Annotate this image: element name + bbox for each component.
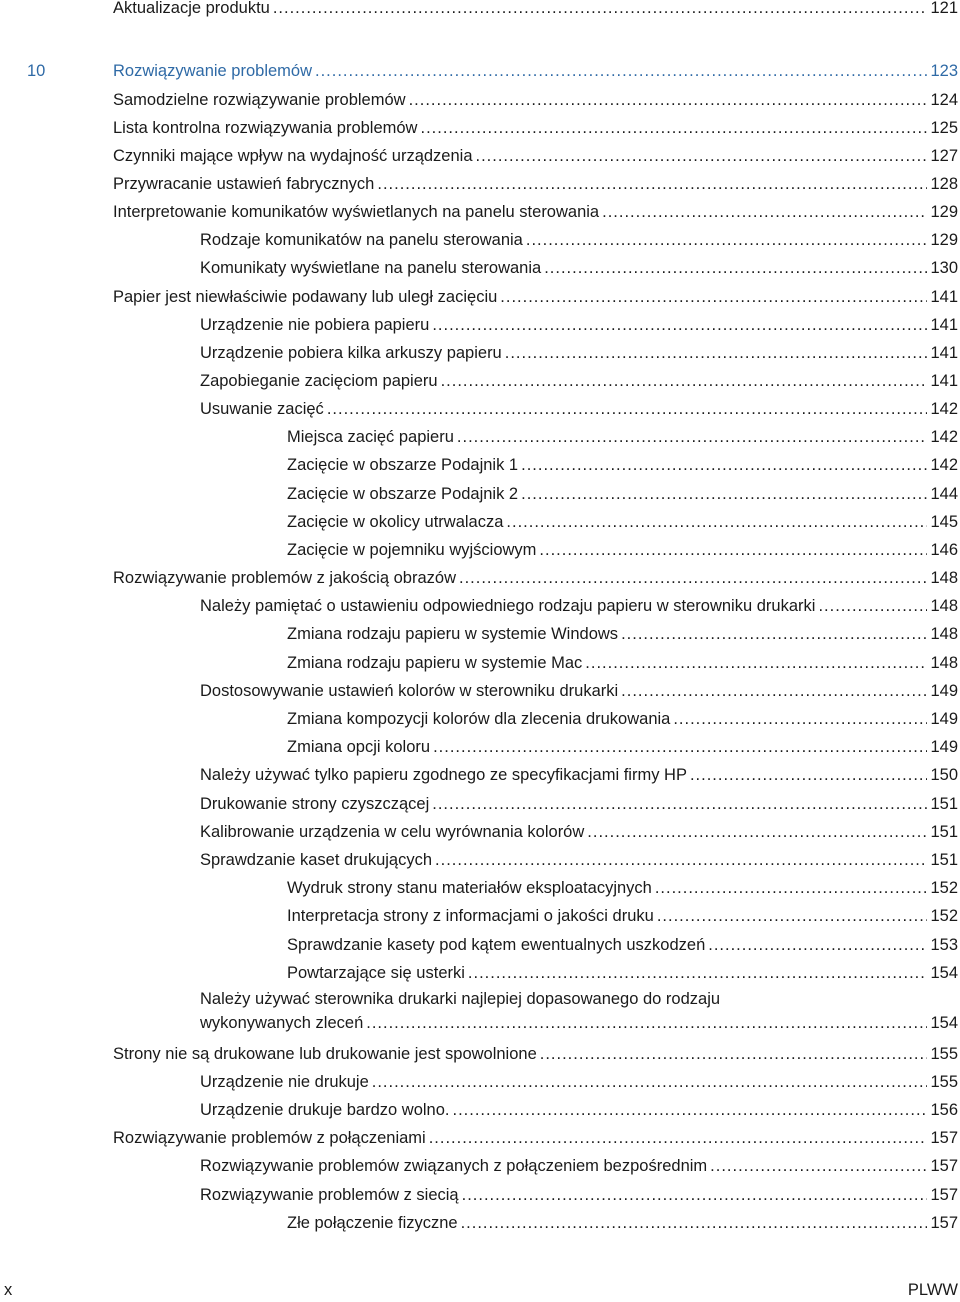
toc-entry[interactable] — [200, 987, 958, 1035]
dot-leader — [505, 339, 928, 367]
dot-leader — [587, 818, 927, 846]
toc-entry[interactable] — [287, 451, 958, 479]
toc-page-number: 151 — [930, 795, 958, 813]
dot-leader — [602, 198, 927, 226]
toc-page-number: 144 — [930, 485, 958, 503]
toc-entry-title: Lista kontrolna rozwiązywania problemów — [113, 119, 418, 137]
toc-entry-title: Rozwiązywanie problemów z siecią — [200, 1186, 459, 1204]
toc-entry-title: Zacięcie w obszarze Podajnik 1 — [287, 456, 519, 474]
toc-entry-title: Urządzenie drukuje bardzo wolno. — [200, 1101, 450, 1119]
toc-page-number: 154 — [930, 964, 958, 982]
toc-entry[interactable] — [200, 1096, 958, 1124]
dot-leader — [420, 114, 927, 142]
toc-page-number: 142 — [930, 400, 958, 418]
toc-entry[interactable] — [113, 1124, 958, 1152]
toc-page-number: 157 — [930, 1214, 958, 1232]
toc-entry[interactable] — [287, 931, 958, 959]
toc-page-number: 157 — [930, 1129, 958, 1147]
toc-page-number: 148 — [930, 569, 958, 587]
toc-page-number: 142 — [930, 456, 958, 474]
dot-leader — [409, 86, 928, 114]
toc-entry-title: Wydruk strony stanu materiałów eksploatacyjnych — [287, 879, 652, 897]
toc-page-number: 141 — [930, 344, 958, 362]
toc-entry[interactable] — [113, 564, 958, 592]
toc-page-number: 150 — [930, 766, 958, 784]
toc-entry[interactable] — [200, 592, 958, 620]
toc-page-number: 149 — [930, 710, 958, 728]
toc-entry-title: Rozwiązywanie problemów z połączeniami — [113, 1129, 426, 1147]
toc-entry[interactable] — [200, 1068, 958, 1096]
toc-page-number: 141 — [930, 372, 958, 390]
dot-leader — [540, 1040, 928, 1068]
toc-entry-title: Zacięcie w obszarze Podajnik 2 — [287, 485, 519, 503]
dot-leader — [372, 1068, 928, 1096]
toc-entry[interactable] — [113, 170, 958, 198]
toc-entry-title: Powtarzające się usterki — [287, 964, 465, 982]
toc-entry[interactable] — [287, 733, 958, 761]
toc-entry[interactable] — [200, 339, 958, 367]
dot-leader — [452, 1096, 927, 1124]
toc-entry[interactable] — [200, 395, 958, 423]
toc-page-number: 146 — [930, 541, 958, 559]
toc-entry[interactable] — [113, 283, 958, 311]
toc-page-number: 121 — [930, 0, 958, 17]
dot-leader — [435, 846, 927, 874]
toc-entry[interactable] — [200, 677, 958, 705]
dot-leader — [521, 451, 927, 479]
toc-entry[interactable] — [287, 902, 958, 930]
dot-leader — [468, 959, 928, 987]
dot-leader — [441, 367, 928, 395]
toc-entry[interactable] — [113, 86, 958, 114]
toc-entry[interactable] — [113, 0, 958, 22]
dot-leader — [476, 142, 928, 170]
toc-entry[interactable] — [287, 536, 958, 564]
toc-entry-title: Samodzielne rozwiązywanie problemów — [113, 91, 406, 109]
toc-entry-title: Urządzenie pobiera kilka arkuszy papieru — [200, 344, 502, 362]
toc-page-number: 152 — [930, 907, 958, 925]
toc-entry-title: Komunikaty wyświetlane na panelu sterowania — [200, 259, 542, 277]
dot-leader — [506, 508, 927, 536]
toc-page-number: 145 — [930, 513, 958, 531]
toc-entry[interactable] — [287, 705, 958, 733]
dot-leader — [655, 874, 928, 902]
dot-leader — [500, 283, 927, 311]
dot-leader — [377, 170, 927, 198]
toc-entry[interactable] — [287, 874, 958, 902]
toc-entry-title: Sprawdzanie kasety pod kątem ewentualnych uszkodzeń — [287, 936, 706, 954]
toc-page-number: 155 — [930, 1045, 958, 1063]
dot-leader — [539, 536, 927, 564]
toc-entry[interactable] — [287, 649, 958, 677]
toc-page-number: 148 — [930, 597, 958, 615]
dot-leader — [708, 931, 927, 959]
toc-entry-title: Zmiana rodzaju papieru w systemie Windows — [287, 625, 619, 643]
toc-entry-title: Drukowanie strony czyszczącej — [200, 795, 430, 813]
toc-page-number: 151 — [930, 823, 958, 841]
toc-entry-title: Rozwiązywanie problemów z jakością obrazów — [113, 569, 456, 587]
dot-leader — [433, 733, 927, 761]
dot-leader — [526, 226, 928, 254]
toc-page-number: 152 — [930, 879, 958, 897]
toc-entry-title: Należy używać tylko papieru zgodnego ze specyfikacjami firmy HP — [200, 766, 687, 784]
toc-entry-title: Zmiana opcji koloru — [287, 738, 431, 756]
toc-entry[interactable] — [113, 1040, 958, 1068]
toc-entry-title: Dostosowywanie ustawień kolorów w sterowniku drukarki — [200, 682, 619, 700]
page-number: x — [4, 1281, 13, 1299]
toc-entry-title: Zmiana kompozycji kolorów dla zlecenia drukowania — [287, 710, 671, 728]
toc-page-number: 153 — [930, 936, 958, 954]
toc-page-number: 142 — [930, 428, 958, 446]
dot-leader — [521, 480, 927, 508]
toc-entry-title: Usuwanie zacięć — [200, 400, 324, 418]
dot-leader — [544, 254, 927, 282]
dot-leader — [710, 1152, 927, 1180]
toc-entry[interactable] — [200, 818, 958, 846]
toc-page-number: 149 — [930, 738, 958, 756]
toc-page-number: 127 — [930, 147, 958, 165]
toc-page-number: 141 — [930, 316, 958, 334]
toc-entry-title: Złe połączenie fizyczne — [287, 1214, 458, 1232]
toc-entry[interactable] — [287, 620, 958, 648]
dot-leader — [273, 0, 928, 22]
toc-page-number: 125 — [930, 119, 958, 137]
toc-entry[interactable] — [113, 114, 958, 142]
dot-leader — [429, 1124, 928, 1152]
toc-entry[interactable] — [200, 790, 958, 818]
toc-entry-title: Papier jest niewłaściwie podawany lub uległ zacięciu — [113, 288, 498, 306]
toc-entry-title: Miejsca zacięć papieru — [287, 428, 454, 446]
toc-entry[interactable] — [287, 508, 958, 536]
toc-page-number: 123 — [930, 62, 958, 80]
toc-entry-title: Rozwiązywanie problemów związanych z połączeniem bezpośrednim — [200, 1157, 708, 1175]
dot-leader — [657, 902, 928, 930]
dot-leader — [327, 395, 928, 423]
toc-entry-title: Przywracanie ustawień fabrycznych — [113, 175, 375, 193]
toc-entry-title: Aktualizacje produktu — [113, 0, 270, 17]
toc-entry-title: Strony nie są drukowane lub drukowanie jest spowolnione — [113, 1045, 537, 1063]
dot-leader — [315, 57, 927, 85]
toc-entry-title: Należy używać sterownika drukarki najlepiej dopasowanego do rodzaju — [200, 990, 721, 1008]
toc-page-number: 130 — [930, 259, 958, 277]
toc-entry-title: Urządzenie nie drukuje — [200, 1073, 369, 1091]
toc-entry-title: Interpretowanie komunikatów wyświetlanych na panelu sterowania — [113, 203, 600, 221]
toc-page-number: 128 — [930, 175, 958, 193]
toc-page-number: 154 — [930, 1014, 958, 1032]
toc-page-number: 155 — [930, 1073, 958, 1091]
toc-page-number: 124 — [930, 91, 958, 109]
toc-page-number: 148 — [930, 625, 958, 643]
toc-entry-title: Zacięcie w pojemniku wyjściowym — [287, 541, 537, 559]
dot-leader — [621, 620, 927, 648]
dot-leader — [366, 1011, 927, 1035]
toc-entry-title: Zacięcie w okolicy utrwalacza — [287, 513, 504, 531]
footer-label: PLWW — [907, 1281, 958, 1299]
toc-page-number: 151 — [930, 851, 958, 869]
dot-leader — [621, 677, 927, 705]
toc-entry[interactable] — [287, 1209, 958, 1237]
dot-leader — [818, 592, 927, 620]
toc-entry[interactable] — [200, 367, 958, 395]
toc-page-number: 149 — [930, 682, 958, 700]
dot-leader — [457, 423, 928, 451]
toc-entry-title: Urządzenie nie pobiera papieru — [200, 316, 430, 334]
toc-entry[interactable] — [200, 226, 958, 254]
toc-entry-title: Kalibrowanie urządzenia w celu wyrównania kolorów — [200, 823, 585, 841]
dot-leader — [690, 761, 928, 789]
toc-entry[interactable] — [200, 1181, 958, 1209]
chapter-number: 10 — [27, 62, 46, 80]
toc-page-number: 129 — [930, 231, 958, 249]
toc-page-number: 156 — [930, 1101, 958, 1119]
toc-entry[interactable] — [200, 311, 958, 339]
dot-leader — [459, 564, 927, 592]
toc-entry[interactable] — [287, 423, 958, 451]
toc-entry[interactable] — [200, 761, 958, 789]
dot-leader — [673, 705, 927, 733]
toc-entry-title: Rodzaje komunikatów na panelu sterowania — [200, 231, 523, 249]
toc-entry[interactable] — [200, 846, 958, 874]
toc-entry[interactable] — [287, 480, 958, 508]
toc-entry-title: Należy pamiętać o ustawieniu odpowiedniego rodzaju papieru w sterowniku drukarki — [200, 597, 816, 615]
toc-chapter[interactable] — [27, 57, 958, 85]
toc-entry-title-continued: wykonywanych zleceń — [200, 1014, 364, 1032]
dot-leader — [461, 1209, 928, 1237]
toc-entry-title: Czynniki mające wpływ na wydajność urządzenia — [113, 147, 473, 165]
toc-entry-title: Interpretacja strony z informacjami o jakości druku — [287, 907, 654, 925]
toc-page-number: 129 — [930, 203, 958, 221]
toc-entry[interactable] — [200, 1152, 958, 1180]
toc-page-number: 148 — [930, 654, 958, 672]
toc-entry[interactable] — [113, 198, 958, 226]
dot-leader — [432, 311, 927, 339]
dot-leader — [432, 790, 927, 818]
toc-entry-title: Zapobieganie zacięciom papieru — [200, 372, 438, 390]
toc-page-number: 157 — [930, 1186, 958, 1204]
toc-entry-title: Zmiana rodzaju papieru w systemie Mac — [287, 654, 583, 672]
toc-entry[interactable] — [113, 142, 958, 170]
toc-entry[interactable] — [287, 959, 958, 987]
toc-page-number: 157 — [930, 1157, 958, 1175]
toc-entry[interactable] — [200, 254, 958, 282]
toc-entry-title: Rozwiązywanie problemów — [113, 62, 312, 80]
toc-entry-title: Sprawdzanie kaset drukujących — [200, 851, 433, 869]
dot-leader — [462, 1181, 928, 1209]
dot-leader — [585, 649, 927, 677]
toc-page-number: 141 — [930, 288, 958, 306]
